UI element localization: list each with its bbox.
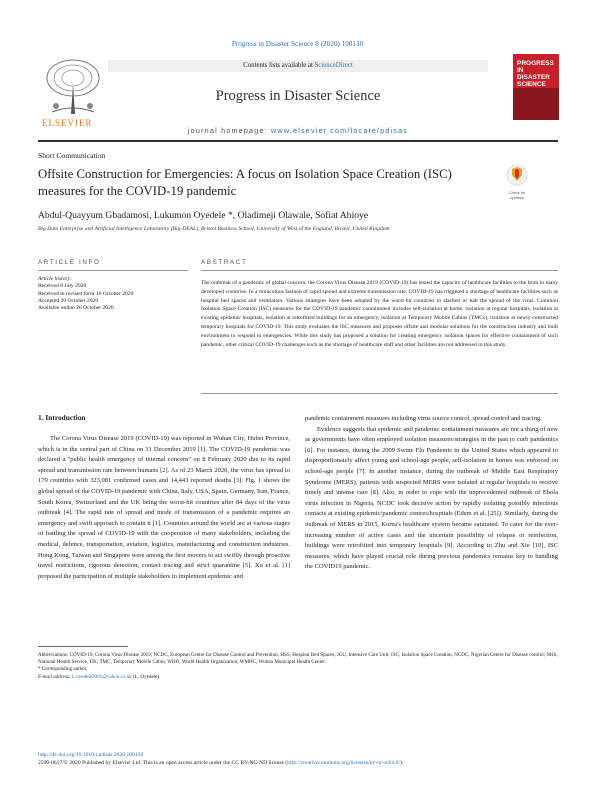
section-heading-introduction: 1. Introduction: [38, 413, 86, 422]
author-affiliation: Big Data Enterprise and Artificial Intelligence Laboratory (Big-DEAL), Bristol Business School, University of West of the England, Bristol, United Kingdom: [38, 226, 390, 232]
elsevier-tree-icon: [38, 54, 108, 118]
history-item: Received in revised form 16 October 2020: [38, 290, 134, 297]
article-history: [38, 276, 188, 312]
contents-label: Contents lists available at: [243, 62, 315, 69]
cover-title: [517, 60, 554, 88]
journal-title: Progress in Disaster Science: [215, 88, 381, 104]
footnote-rule: [38, 646, 128, 647]
email-label: E-mail address:: [38, 673, 72, 680]
cover-line: PROGRESS: [517, 60, 554, 67]
sciencedirect-link[interactable]: ScienceDirect: [314, 62, 353, 69]
body-paragraph: Evidence suggests that epidemic and pandemic containment measures are not a thing of new as governments have often employed isolation measures/strategies in the past to curb pandemics [6]. For instance, during the 2009 Swine Flu Pandemic in the United States which appeared to disproportionately affect young and school-age people, self-isolation in homes was enforced on school-age people [7]. In another instance, during the outbreak of Middle East Respiratory Syndrome (MERS), patients with suspected MERS were isolated at regular hospitals to receive timely and intense care [8]. Also, in order to cope with the unprecedented outbreak of Ebola virus infection in Nigeria, NCDC took decisive action by rapidly isolating possibly infectious contacts at existing epidemic/pandemic centres/hospitals (Edem et al. [25]). Similarly, during the outbreak of MERS in 2015, Korea's healthcare system became saturated. To cater for the ever-increasing number of active cases and the uncertain possibility of relapse or reinfection, buildings were retrofitted into temporary hospitals [9]. According to Zhu and Xie [10], ISC measures, which have played crucial role during previous pandemics remains key to handling the COVID19 pandemic.: [305, 425, 558, 571]
abstract-rule: [201, 270, 558, 271]
copyright-suffix: ).: [399, 759, 404, 766]
journal-homepage: [108, 126, 488, 135]
homepage-label: journal homepage:: [187, 126, 272, 135]
history-item: Accepted 20 October 2020: [38, 297, 99, 304]
page-footer: [38, 752, 558, 768]
corresponding-author-note: * Corresponding author.: [38, 666, 88, 673]
journal-cover: [513, 54, 559, 120]
header-divider: [38, 140, 558, 142]
cover-line: IN: [517, 67, 524, 74]
article-type: Short Communication: [38, 151, 106, 160]
article-info-rule: [38, 270, 188, 271]
cover-image: [513, 88, 559, 120]
elsevier-logo: [38, 54, 108, 132]
history-item: Available online 26 October 2020: [38, 305, 114, 312]
cover-line: DISASTER: [517, 74, 550, 81]
email-suffix: (L. Oyedele).: [131, 673, 161, 680]
journal-header: [38, 54, 558, 137]
copyright-line: [38, 760, 558, 768]
crossmark-icon: [506, 164, 528, 186]
footnotes: [38, 652, 558, 681]
history-label: Article history:: [38, 276, 73, 282]
copyright-text: 2590-0617/© 2020 Published by Elsevier Ltd. This is an open access article under the CC BY-NC-ND license (: [38, 759, 288, 766]
publisher-wordmark: ELSEVIER: [42, 118, 93, 128]
abbreviations-note: Abbreviations: COVID-19, Corona Virus Disease 2019; NCDC, European Centre for Disease Control and Prevention; HSS, Hospital Bed Spaces; ICU, Intensive Care Unit; ISC, Isolation Space Creation; NCDC, Nigerian Centre for Disease control; NHS, National Health Service, UK; TMC, Temporary Mobile Cabin; WHO, World Health Organization; WMHC, Wuhan Municipal Health Center.: [38, 652, 558, 666]
crossmark-label: Check for updates: [508, 191, 526, 200]
contents-banner: [108, 60, 488, 72]
license-link[interactable]: http://creativecommons.org/licenses/by-nc-nd/4.0/: [287, 759, 400, 766]
body-paragraph: The Corona Virus Disease 2019 (COVID-19) was reported in Wuhan City, Hubei Province, which is in the central part of China on 31 December 2019 [1]. The COVID-19 pandemic was declared a "public health emergency of internal concern" on 8 February 2020 due to its rapid spread and transmission rate between humans [2]. As of 23 March 2020, the virus has spread to 179 countries with 323,081 confirmed cases and 14,443 reported deaths [3]. Fig. 1 shows the global spread of the COVID-19 pandemic with China, Italy, USA, Spain, Germany, Iran, France, South Korea, Switzerland and the UK being the worst-hit countries after 84 days of the virus outbreak [4]. The rapid rate of spread and mode of transmission of a pandemic requires an emergency and swift approach to contain it [1]. Countries around the world are at various stages of battling the spread of COVID-19 with the cooperation of many stakeholders, including the medical, defence, transportation, aviation, logistics, manufacturing and construction industries. Hong Kong, Taiwan and Singapore were among the first movers to act swiftly through proactive travel restrictions, rigorous detection, contact tracing and strict quarantine [5]. Xu et al. [1] proposed the participation of multiple stakeholders to implement epidemic and: [38, 435, 290, 580]
abstract-end-rule: [201, 393, 558, 394]
history-item: Received 8 July 2020: [38, 283, 87, 290]
email-note: [38, 674, 558, 681]
abstract-heading: ABSTRACT: [201, 259, 248, 266]
cover-line: SCIENCE: [517, 81, 546, 88]
article-title: Offsite Construction for Emergencies: A focus on Isolation Space Creation (ISC) measures for the COVID-19 pandemic: [38, 167, 452, 198]
body-paragraph: pandemic containment measures including virus source control, spread control and tracing.: [305, 415, 542, 422]
author-list: Abdul-Quayyum Gbadamosi, Lukumon Oyedele *, Oladimeji Olawale, Sofiat Abioye: [38, 210, 369, 221]
doi-link[interactable]: http://dx.doi.org/10.1016/j.pdisas.2020.100130: [38, 752, 144, 758]
body-column-right: [305, 414, 558, 573]
crossmark-badge[interactable]: [506, 164, 528, 198]
email-link[interactable]: L.oyedele2001@yahoo.co.uk: [71, 673, 132, 680]
article-info-heading: ARTICLE INFO: [38, 259, 101, 266]
body-column-left: [38, 434, 290, 582]
homepage-link[interactable]: www.elsevier.com/locate/pdisas: [271, 126, 409, 135]
abstract-text: The outbreak of a pandemic of global concern, the Corona Virus Disease 2019 (COVID-19) has tested the capacity of healthcare facilities to the brim in many developed countries. In a miraculous fashion of rapid spread and extreme transmission rate, COVID-19 has triggered a shortage of healthcare facilities such as hospital bed spaces and ventilators. Various strategies have been adopted by the worst-hit countries to slacken or halt the spread of the virus. Common Isolation Space Creation (ISC) measures for the COVID-19 pandemic containment includes self-isolation at home, isolation at regular hospitals, isolation at existing epidemic hospitals, isolation at retrofitted buildings for an emergency, isolation at Temporary Mobile Cabins (TMCs), isolation at newly constructed temporary hospitals for COVID-19. This study evaluates the ISC measures and proposes offsite and modular solutions for the construction industry and built environment to respond to emergencies. While this study has proposed a solution for creating emergency isolation spaces for effective containment of such pandemic, other critical COVID-19 challenges such as the shortage of healthcare staff and other facilities are not addressed in this study.: [201, 280, 558, 348]
journal-reference[interactable]: Progress in Disaster Science 8 (2020) 100130: [231, 40, 364, 48]
